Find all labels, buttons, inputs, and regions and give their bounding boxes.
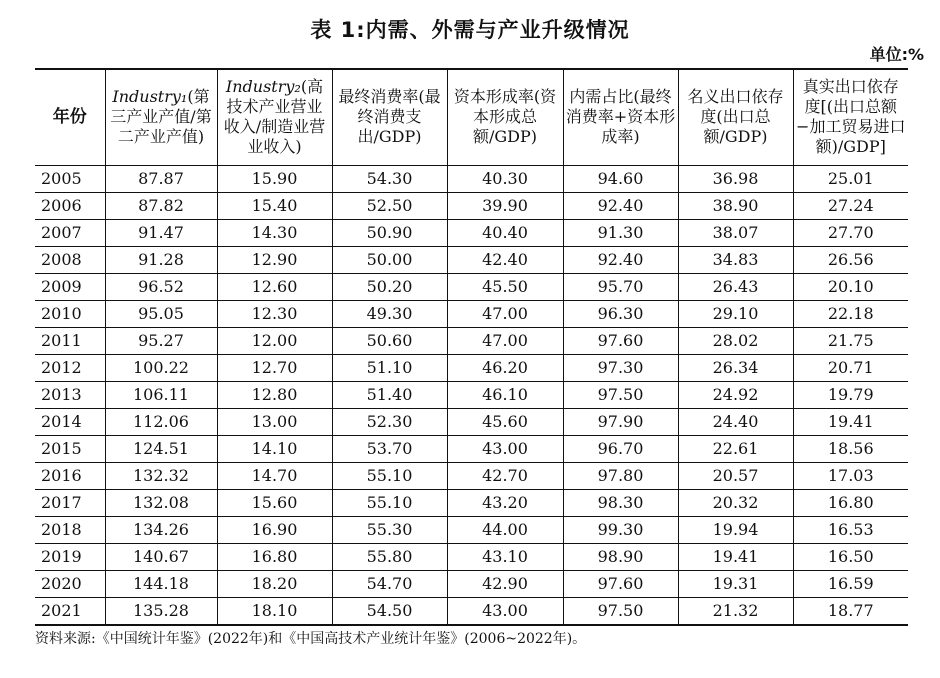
value-cell: 19.94 (678, 516, 793, 543)
value-cell: 98.30 (563, 489, 678, 516)
table-row (35, 327, 908, 354)
value-cell: 38.90 (678, 192, 793, 219)
value-cell: 20.57 (678, 462, 793, 489)
table-row (35, 273, 908, 300)
value-cell: 43.00 (447, 435, 563, 462)
value-cell: 12.60 (217, 273, 332, 300)
value-cell: 97.50 (563, 597, 678, 625)
value-cell: 95.70 (563, 273, 678, 300)
value-cell: 18.77 (793, 597, 908, 625)
value-cell: 25.01 (793, 165, 908, 192)
year-cell: 2007 (35, 219, 105, 246)
year-cell: 2014 (35, 408, 105, 435)
value-cell: 16.90 (217, 516, 332, 543)
value-cell: 144.18 (105, 570, 217, 597)
value-cell: 50.00 (332, 246, 447, 273)
value-cell: 43.00 (447, 597, 563, 625)
value-cell: 12.00 (217, 327, 332, 354)
table-row (35, 165, 908, 192)
year-cell: 2016 (35, 462, 105, 489)
value-cell: 16.80 (793, 489, 908, 516)
value-cell: 55.10 (332, 462, 447, 489)
value-cell: 45.60 (447, 408, 563, 435)
value-cell: 17.03 (793, 462, 908, 489)
value-cell: 14.10 (217, 435, 332, 462)
year-cell: 2009 (35, 273, 105, 300)
value-cell: 19.79 (793, 381, 908, 408)
value-cell: 53.70 (332, 435, 447, 462)
value-cell: 124.51 (105, 435, 217, 462)
value-cell: 29.10 (678, 300, 793, 327)
value-cell: 92.40 (563, 246, 678, 273)
value-cell: 54.50 (332, 597, 447, 625)
value-cell: 36.98 (678, 165, 793, 192)
value-cell: 51.10 (332, 354, 447, 381)
table-body (35, 165, 908, 625)
value-cell: 16.53 (793, 516, 908, 543)
table-row (35, 381, 908, 408)
value-cell: 95.27 (105, 327, 217, 354)
value-cell: 46.10 (447, 381, 563, 408)
table-row (35, 354, 908, 381)
value-cell: 49.30 (332, 300, 447, 327)
value-cell: 96.30 (563, 300, 678, 327)
value-cell: 55.30 (332, 516, 447, 543)
value-cell: 42.90 (447, 570, 563, 597)
value-cell: 97.80 (563, 462, 678, 489)
value-cell: 87.82 (105, 192, 217, 219)
source-note: 资料来源:《中国统计年鉴》(2022年)和《中国高技术产业统计年鉴》(2006~2022年)。 (35, 631, 587, 647)
value-cell: 97.30 (563, 354, 678, 381)
value-cell: 20.71 (793, 354, 908, 381)
value-cell: 95.05 (105, 300, 217, 327)
value-cell: 50.20 (332, 273, 447, 300)
table-row (35, 246, 908, 273)
value-cell: 18.56 (793, 435, 908, 462)
table-row (35, 435, 908, 462)
value-cell: 38.07 (678, 219, 793, 246)
value-cell: 50.60 (332, 327, 447, 354)
year-cell: 2019 (35, 543, 105, 570)
value-cell: 96.70 (563, 435, 678, 462)
value-cell: 91.28 (105, 246, 217, 273)
year-cell: 2015 (35, 435, 105, 462)
value-cell: 16.80 (217, 543, 332, 570)
value-cell: 51.40 (332, 381, 447, 408)
value-cell: 15.60 (217, 489, 332, 516)
value-cell: 47.00 (447, 300, 563, 327)
value-cell: 50.90 (332, 219, 447, 246)
year-cell: 2010 (35, 300, 105, 327)
value-cell: 52.30 (332, 408, 447, 435)
value-cell: 87.87 (105, 165, 217, 192)
value-cell: 21.75 (793, 327, 908, 354)
value-cell: 16.50 (793, 543, 908, 570)
value-cell: 55.10 (332, 489, 447, 516)
header-row (35, 69, 908, 165)
value-cell: 39.90 (447, 192, 563, 219)
value-cell: 91.47 (105, 219, 217, 246)
value-cell: 140.67 (105, 543, 217, 570)
value-cell: 18.10 (217, 597, 332, 625)
value-cell: 97.60 (563, 570, 678, 597)
value-cell: 26.34 (678, 354, 793, 381)
value-cell: 40.40 (447, 219, 563, 246)
value-cell: 135.28 (105, 597, 217, 625)
value-cell: 132.08 (105, 489, 217, 516)
value-cell: 27.70 (793, 219, 908, 246)
header-cell: Industry₂(高技术产业营业收入/制造业营业收入) (217, 69, 332, 165)
value-cell: 26.43 (678, 273, 793, 300)
value-cell: 13.00 (217, 408, 332, 435)
value-cell: 22.61 (678, 435, 793, 462)
header-cell: 真实出口依存度[(出口总额−加工贸易进口额)/GDP] (793, 69, 908, 165)
value-cell: 12.90 (217, 246, 332, 273)
header-cell: 名义出口依存度(出口总额/GDP) (678, 69, 793, 165)
table-row (35, 516, 908, 543)
value-cell: 19.41 (793, 408, 908, 435)
unit-label: 单位:% (869, 45, 924, 64)
value-cell: 19.41 (678, 543, 793, 570)
table-row (35, 219, 908, 246)
value-cell: 106.11 (105, 381, 217, 408)
year-cell: 2005 (41, 169, 82, 188)
value-cell: 97.90 (563, 408, 678, 435)
value-cell: 43.10 (447, 543, 563, 570)
value-cell: 96.52 (105, 273, 217, 300)
year-cell: 2012 (35, 354, 105, 381)
table-row (35, 570, 908, 597)
value-cell: 19.31 (678, 570, 793, 597)
value-cell: 112.06 (105, 408, 217, 435)
table-row (35, 597, 908, 625)
value-cell: 26.56 (793, 246, 908, 273)
value-cell: 20.10 (793, 273, 908, 300)
value-cell: 46.20 (447, 354, 563, 381)
table-row (35, 300, 908, 327)
value-cell: 12.80 (217, 381, 332, 408)
header-cell: 资本形成率(资本形成总额/GDP) (447, 69, 563, 165)
value-cell: 27.24 (793, 192, 908, 219)
header-cell: Industry₁(第三产业产值/第二产业产值) (105, 69, 217, 165)
value-cell: 52.50 (332, 192, 447, 219)
value-cell: 21.32 (678, 597, 793, 625)
value-cell: 99.30 (563, 516, 678, 543)
value-cell: 47.00 (447, 327, 563, 354)
value-cell: 24.40 (678, 408, 793, 435)
value-cell: 94.60 (563, 165, 678, 192)
value-cell: 44.00 (447, 516, 563, 543)
value-cell: 24.92 (678, 381, 793, 408)
value-cell: 40.30 (447, 165, 563, 192)
value-cell: 43.20 (447, 489, 563, 516)
header-cell: 内需占比(最终消费率+资本形成率) (563, 69, 678, 165)
value-cell: 100.22 (105, 354, 217, 381)
table-row (35, 543, 908, 570)
value-cell: 18.20 (217, 570, 332, 597)
value-cell: 45.50 (447, 273, 563, 300)
value-cell: 98.90 (563, 543, 678, 570)
year-cell: 2006 (35, 192, 105, 219)
table-row (35, 192, 908, 219)
value-cell: 134.26 (105, 516, 217, 543)
table-row (35, 408, 908, 435)
value-cell: 34.83 (678, 246, 793, 273)
year-cell: 2021 (35, 597, 105, 625)
year-cell: 2020 (35, 570, 105, 597)
value-cell: 92.40 (563, 192, 678, 219)
value-cell: 28.02 (678, 327, 793, 354)
year-cell: 2008 (35, 246, 105, 273)
data-table (35, 68, 908, 626)
value-cell: 132.32 (105, 462, 217, 489)
table-row (35, 489, 908, 516)
value-cell: 14.70 (217, 462, 332, 489)
year-cell: 2013 (35, 381, 105, 408)
value-cell: 14.30 (217, 219, 332, 246)
header-cell: 年份 (35, 69, 105, 165)
value-cell: 91.30 (563, 219, 678, 246)
value-cell: 12.70 (217, 354, 332, 381)
value-cell: 54.70 (332, 570, 447, 597)
value-cell: 55.80 (332, 543, 447, 570)
value-cell: 97.50 (563, 381, 678, 408)
table-row (35, 462, 908, 489)
value-cell: 16.59 (793, 570, 908, 597)
value-cell: 20.32 (678, 489, 793, 516)
header-cell: 最终消费率(最终消费支出/GDP) (332, 69, 447, 165)
value-cell: 97.60 (563, 327, 678, 354)
value-cell: 42.40 (447, 246, 563, 273)
value-cell: 12.30 (217, 300, 332, 327)
value-cell: 54.30 (332, 165, 447, 192)
year-cell: 2018 (35, 516, 105, 543)
value-cell: 22.18 (793, 300, 908, 327)
table-title: 表 1:内需、外需与产业升级情况 (310, 18, 630, 42)
year-cell: 2011 (35, 327, 105, 354)
value-cell: 15.90 (217, 165, 332, 192)
value-cell: 42.70 (447, 462, 563, 489)
year-cell: 2017 (35, 489, 105, 516)
value-cell: 15.40 (217, 192, 332, 219)
